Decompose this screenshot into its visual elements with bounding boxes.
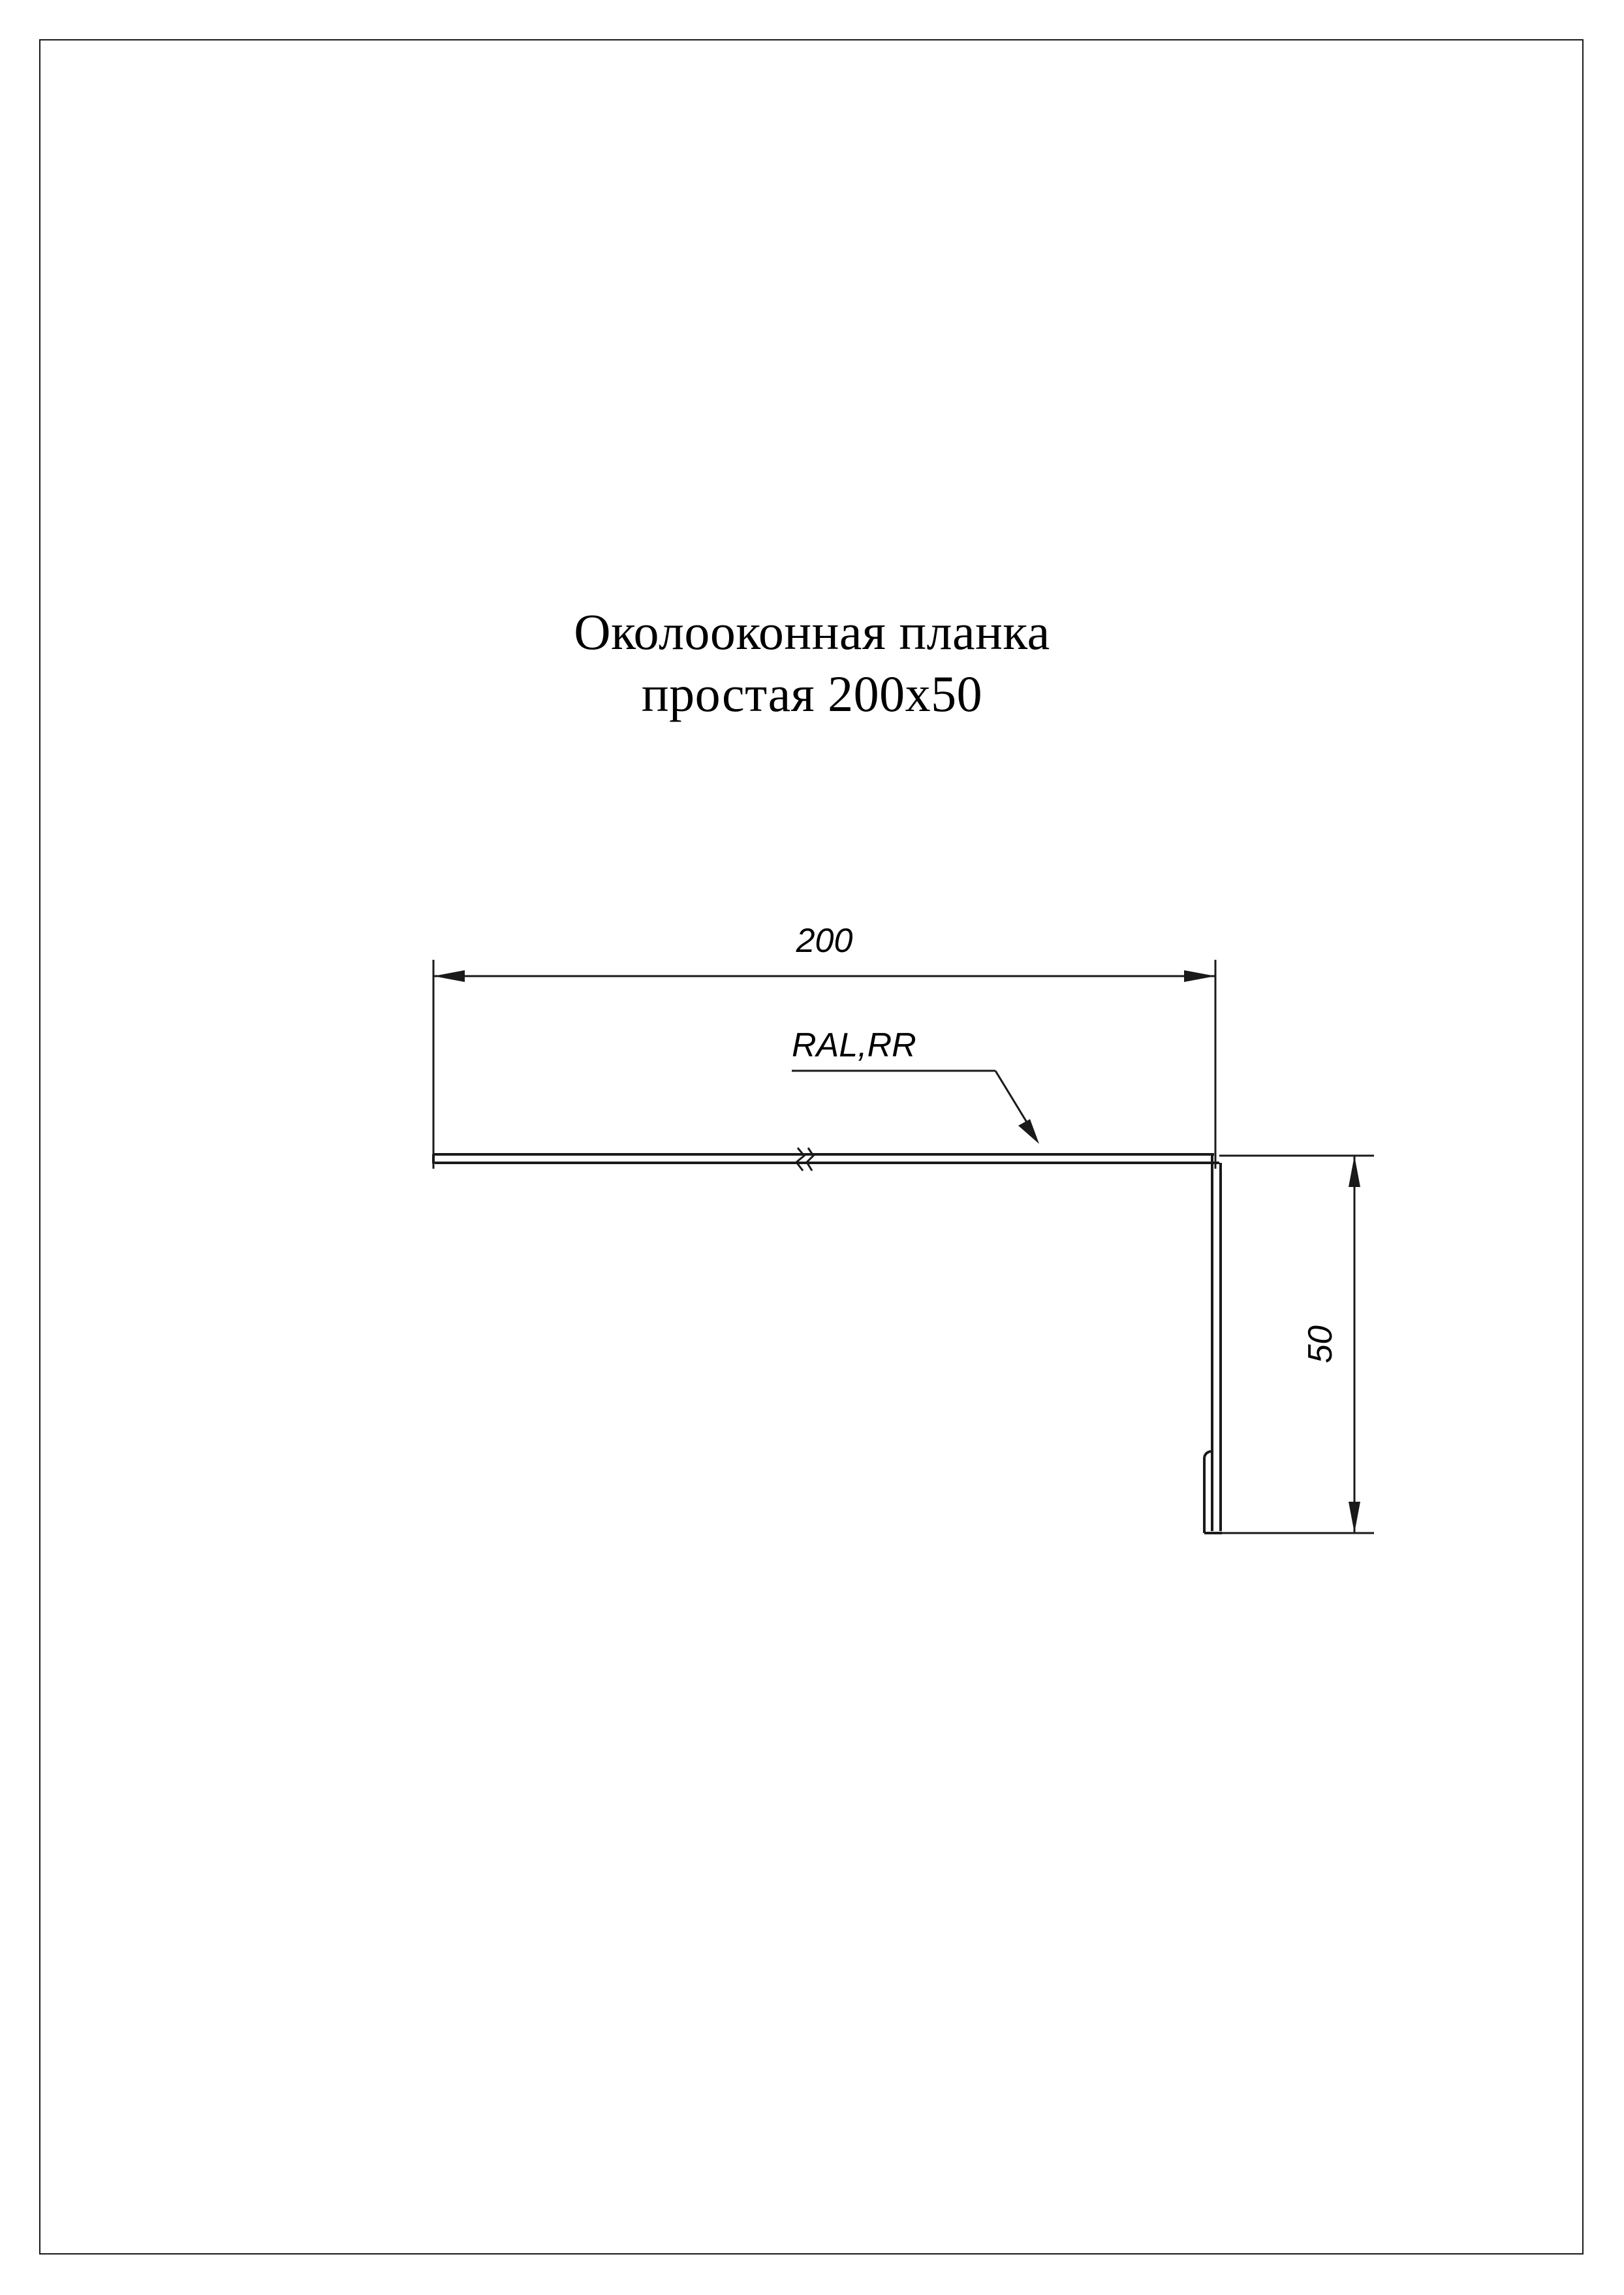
title-line-1: Околооконная планка bbox=[574, 603, 1050, 660]
arrowhead-up-icon bbox=[1349, 1156, 1360, 1187]
top-dimension-label: 200 bbox=[796, 922, 853, 960]
material-note-label: RAL,RR bbox=[792, 1026, 916, 1064]
break-symbol-icon-2 bbox=[807, 1148, 813, 1171]
leader-arrowhead-icon bbox=[1018, 1119, 1039, 1144]
arrowhead-down-icon bbox=[1349, 1502, 1360, 1533]
title-line-2: простая 200x50 bbox=[641, 665, 983, 723]
profile-lip-bend bbox=[1204, 1451, 1211, 1457]
side-dimension-label: 50 bbox=[1302, 1325, 1339, 1363]
break-symbol-icon bbox=[796, 1148, 804, 1171]
arrowhead-left-icon bbox=[433, 970, 465, 982]
arrowhead-right-icon bbox=[1184, 970, 1215, 982]
